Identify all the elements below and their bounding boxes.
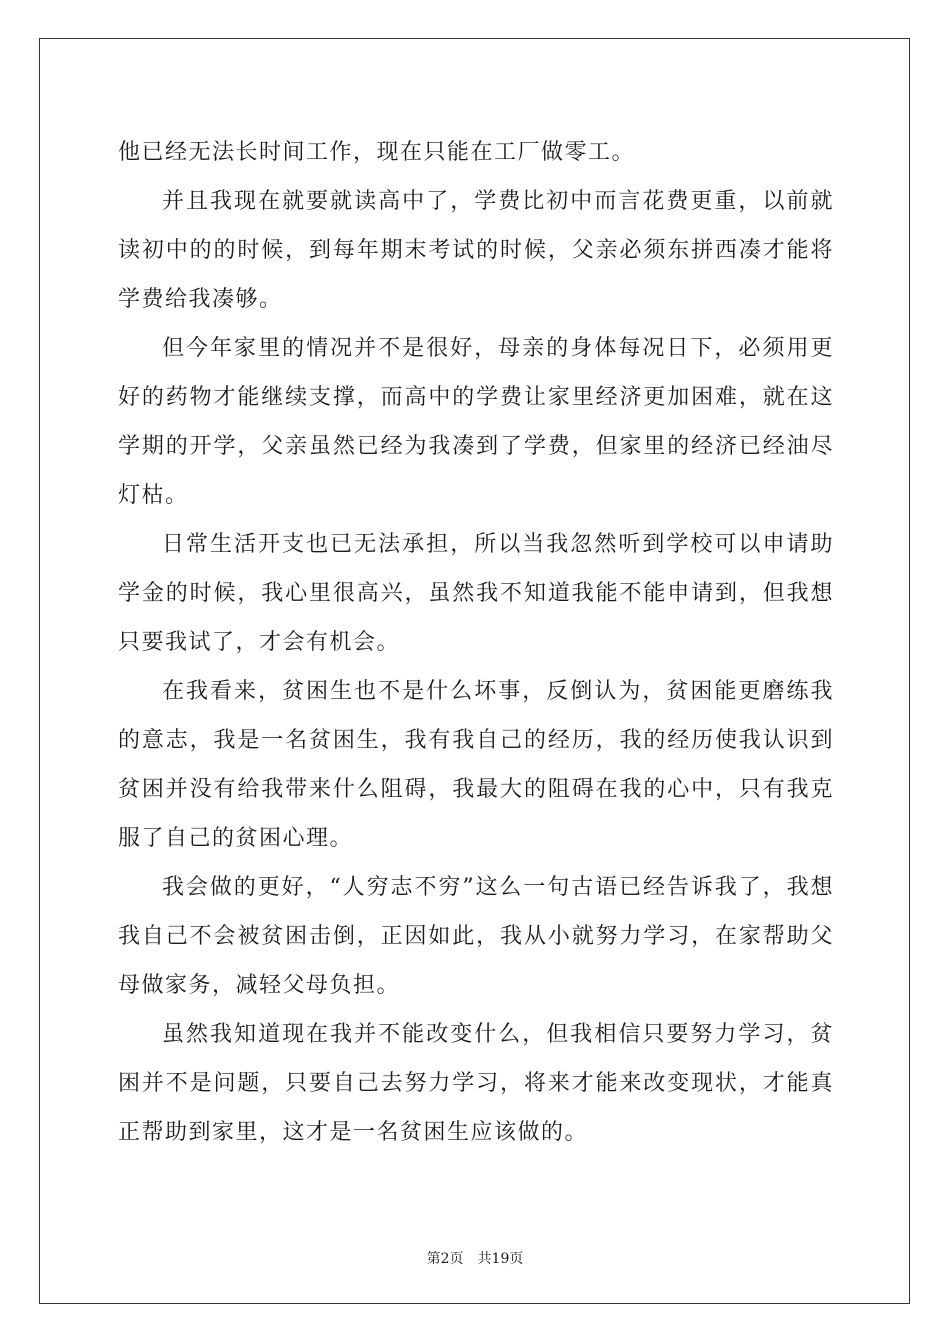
page-number: 第2页 (426, 1251, 464, 1267)
paragraph: 他已经无法长时间工作，现在只能在工厂做零工。 (118, 140, 636, 165)
paragraph: 在我看来，贫困生也不是什么坏事，反倒认为，贫困能更磨练我的意志，我是一名贫困生，我有我自己的经历，我的经历使我认识到贫困并没有给我带来什么阻碍，我最大的阻碍在我的心中，只有我克服了自己的贫困心理。 (118, 679, 834, 851)
document-body (118, 128, 834, 1157)
paragraph: 但今年家里的情况并不是很好，母亲的身体每况日下，必须用更好的药物才能继续支撑，而高中的学费让家里经济更加困难，就在这学期的开学，父亲虽然已经为我凑到了学费，但家里的经济已经油尽灯枯。 (118, 336, 834, 508)
page-total: 共19页 (477, 1251, 524, 1267)
paragraph: 虽然我知道现在我并不能改变什么，但我相信只要努力学习，贫困并不是问题，只要自己去努力学习，将来才能来改变现状，才能真正帮助到家里，这才是一名贫困生应该做的。 (118, 1022, 834, 1145)
page-footer (0, 1248, 950, 1268)
paragraph: 我会做的更好，“人穷志不穷”这么一句古语已经告诉我了，我想我自己不会被贫困击倒，正因如此，我从小就努力学习，在家帮助父母做家务，减轻父母负担。 (118, 875, 834, 998)
paragraph: 并且我现在就要就读高中了，学费比初中而言花费更重，以前就读初中的的时候，到每年期末考试的时候，父亲必须东拼西凑才能将学费给我凑够。 (118, 189, 834, 312)
paragraph: 日常生活开支也已无法承担，所以当我忽然听到学校可以申请助学金的时候，我心里很高兴，虽然我不知道我能不能申请到，但我想只要我试了，才会有机会。 (118, 532, 834, 655)
